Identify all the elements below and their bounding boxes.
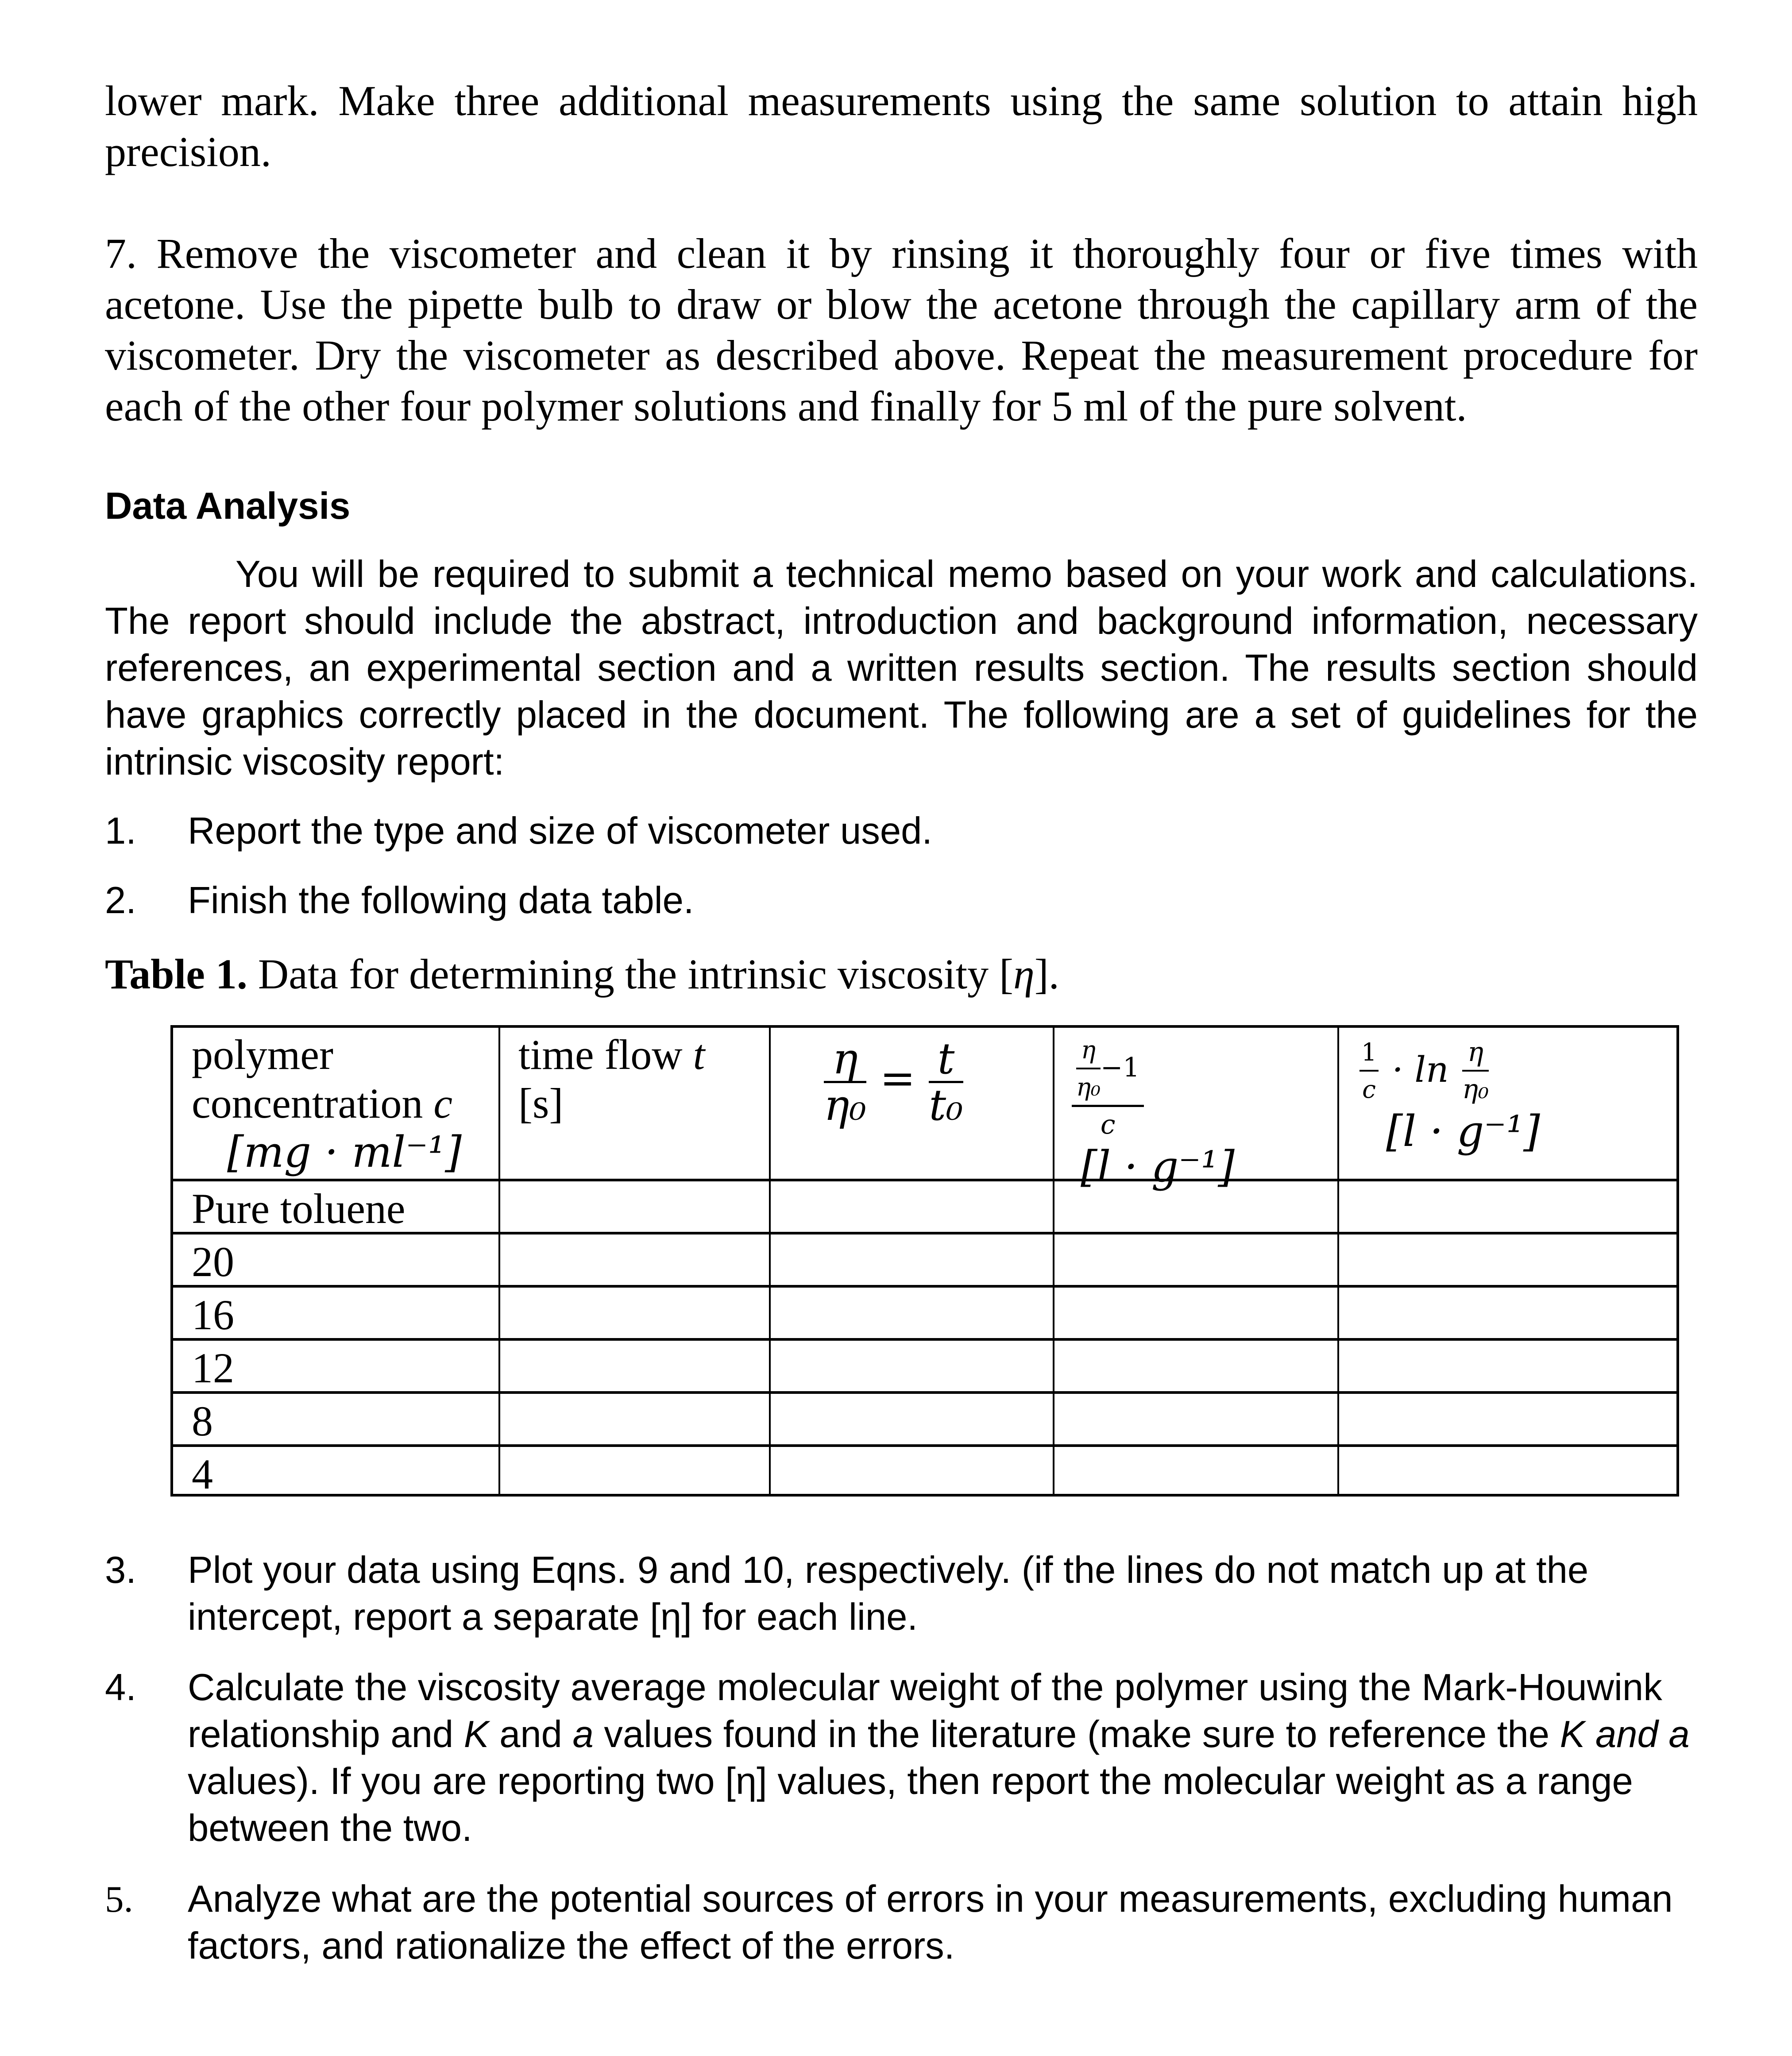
data-table xyxy=(170,1025,1679,1497)
list-number: 1. xyxy=(105,810,136,852)
header-text: time flow xyxy=(518,1031,693,1078)
text-part: and xyxy=(489,1713,573,1755)
header-unit: [mg · ml⁻¹] xyxy=(227,1127,462,1177)
fraction-denominator: t₀ xyxy=(929,1080,963,1130)
list-text: Report the type and size of viscometer used. xyxy=(188,810,932,852)
table-row: 12 xyxy=(192,1344,234,1392)
ln-operator: · ln xyxy=(1392,1049,1449,1090)
table-caption-end: ]. xyxy=(1034,950,1059,998)
list-text: Analyze what are the potential sources of errors in your measurements, excluding human factors, and rationalize the effect of the errors. xyxy=(188,1878,1673,1967)
header-inherent-viscosity xyxy=(1359,1034,1540,1156)
fraction-denominator: η₀ xyxy=(824,1080,866,1130)
table-row: 20 xyxy=(192,1238,234,1285)
header-reduced-viscosity xyxy=(1072,1032,1235,1191)
fraction-denominator: η₀ xyxy=(1076,1073,1101,1101)
variable-k: K xyxy=(463,1713,489,1755)
table-row: Pure toluene xyxy=(192,1185,406,1232)
minus-one: −1 xyxy=(1101,1052,1140,1083)
paragraph-continuation: lower mark. Make three additional measurements using the same solution to attain high precision. xyxy=(105,77,1698,175)
eta-symbol: η xyxy=(1013,950,1035,998)
text-part: Calculate the viscosity average molecular weight of the polymer using the Mark-Houwink relationship and xyxy=(188,1666,1662,1755)
header-text: polymer xyxy=(192,1031,333,1078)
fraction-denominator: η₀ xyxy=(1462,1074,1489,1105)
fraction-denominator: c xyxy=(1362,1075,1376,1103)
equals-sign: = xyxy=(880,1053,915,1103)
list-text: Plot your data using Eqns. 9 and 10, respectively. (if the lines do not match up at the intercept, report a separate [η] for each line. xyxy=(188,1549,1589,1638)
list-text: Finish the following data table. xyxy=(188,879,694,922)
table-row: 8 xyxy=(192,1397,213,1445)
list-number: 4. xyxy=(105,1666,136,1709)
text-part: values). If you are reporting two [η] values, then report the molecular weight as a range between the two. xyxy=(188,1760,1633,1849)
fraction-numerator: 1 xyxy=(1359,1034,1379,1072)
fraction-numerator: η xyxy=(1076,1032,1101,1069)
header-unit: [l · g⁻¹] xyxy=(1081,1142,1235,1192)
table-caption-text: Data for determining the intrinsic viscosity [ xyxy=(258,950,1014,998)
variable-a: a xyxy=(572,1713,594,1755)
header-concentration xyxy=(192,1030,462,1177)
fraction-numerator: η xyxy=(1462,1034,1489,1072)
fraction-numerator: η xyxy=(824,1037,866,1083)
text-part: values found in the literature (make sure to reference the xyxy=(593,1713,1560,1755)
variable-t: t xyxy=(693,1031,705,1078)
header-unit: [s] xyxy=(518,1080,564,1127)
table-caption xyxy=(105,949,1059,999)
header-text: concentration xyxy=(192,1080,434,1127)
header-unit: [l · g⁻¹] xyxy=(1386,1107,1540,1156)
section-heading-data-analysis: Data Analysis xyxy=(105,485,351,527)
table-caption-label: Table 1. xyxy=(105,950,247,998)
list-number: 2. xyxy=(105,879,136,922)
list-number: 5. xyxy=(105,1879,133,1920)
header-relative-viscosity xyxy=(824,1034,963,1130)
table-row: 16 xyxy=(192,1291,234,1339)
variable-c: c xyxy=(433,1080,453,1127)
table-row: 4 xyxy=(192,1450,213,1498)
step-7-paragraph: 7. Remove the viscometer and clean it by rinsing it thoroughly four or five times with acetone. Use the pipette bulb to draw or blow the acetone through the capillary arm of the viscometer. Dry the viscometer as described above. Repeat the measurement procedure for each of the other four polymer solutions and finally for 5 ml of the pure solvent. xyxy=(105,230,1698,430)
fraction-numerator: t xyxy=(929,1037,963,1083)
list-text xyxy=(188,1664,1698,1852)
intro-paragraph: You will be required to submit a technical memo based on your work and calculations. The report should include the abstract, introduction and background information, necessary references, an experimental section and a written results section. The results section should have graphics correctly placed in the document. The following are a set of guidelines for the intrinsic viscosity report: xyxy=(105,553,1698,783)
variables-k-and-a: K and a xyxy=(1560,1713,1690,1755)
fraction-denominator: c xyxy=(1100,1109,1116,1140)
list-number: 3. xyxy=(105,1549,136,1591)
header-time-flow xyxy=(518,1030,705,1128)
